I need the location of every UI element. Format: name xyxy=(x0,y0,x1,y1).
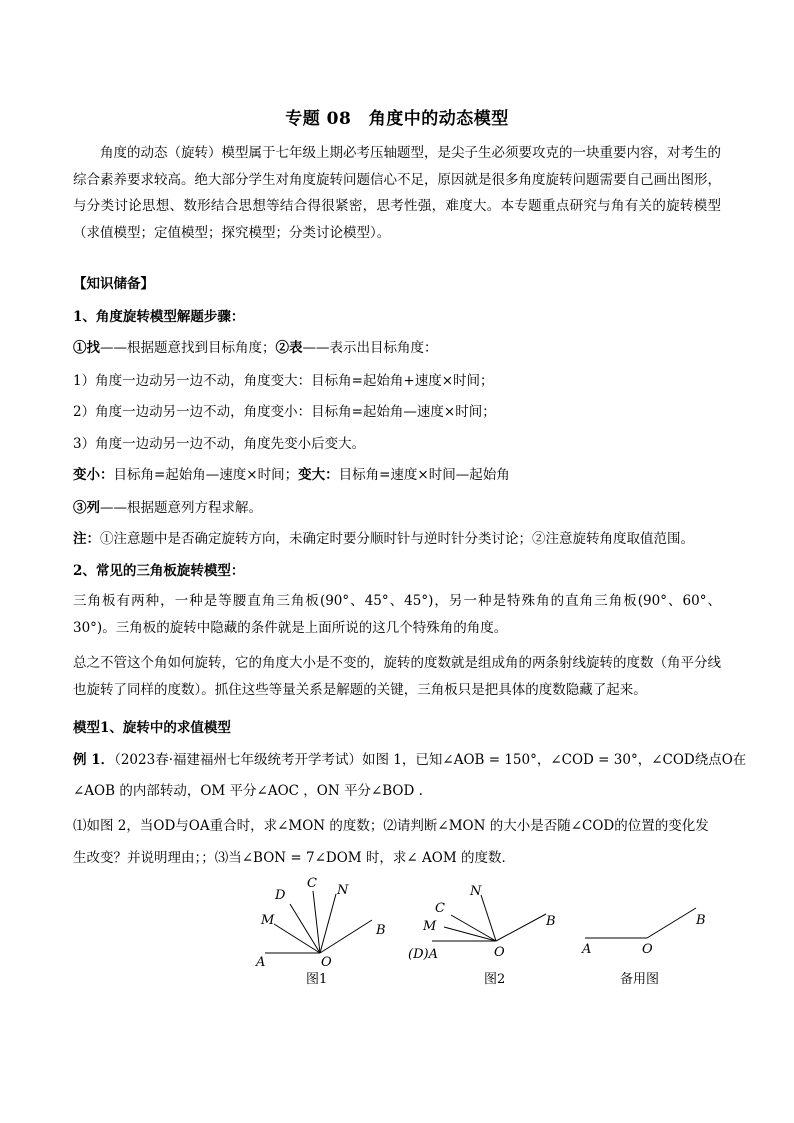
step-express-text: ——表示出目标角度： xyxy=(302,340,438,356)
figure-2-caption: 图2 xyxy=(484,972,506,987)
label-N: N xyxy=(470,884,482,899)
rule-item-2: 2）角度一边动另一边不动，角度变小：目标角=起始角—速度×时间； xyxy=(73,404,496,420)
triangle-paragraph-1: 三角板有两种，一种是等腰直角三角板(90°、45°、45°)，另一种是特殊角的直角三角板(90°、60°、30°)。三角板的旋转中隐藏的条件就是上面所说的这几个特殊角的角度。 xyxy=(73,593,721,636)
smaller-label: 变小： xyxy=(73,467,114,483)
example1-line1 xyxy=(73,748,746,768)
figure-2-diagram xyxy=(404,872,564,992)
figure-spare-diagram xyxy=(576,872,726,992)
label-M: M xyxy=(261,913,275,928)
section2-heading: 2、常见的三角板旋转模型： xyxy=(73,563,245,579)
label-D: D xyxy=(275,888,286,903)
step-equation-label: ③列 xyxy=(73,500,100,516)
figure-2 xyxy=(404,872,564,992)
note-label: 注： xyxy=(73,531,100,547)
page-title: 专题 08 角度中的动态模型 xyxy=(285,109,509,129)
label-O: O xyxy=(642,942,653,957)
intro-paragraph: 角度的动态（旋转）模型属于七年级上期必考压轴题型，是尖子生必须要攻克的一块重要内容，对考生的综合素养要求较高。绝大部分学生对角度旋转问题信心不足，原因就是很多角度旋转问题需要自己画出图形，与分类讨论思想、数形结合思想等结合得很紧密，思考性强，难度大。本专题重点研究与角有关的旋转模型（求值模型；定值模型；探究模型；分类讨论模型）。 xyxy=(73,145,721,241)
step-find-label: ①找 xyxy=(73,340,100,356)
ray-OM xyxy=(444,927,496,941)
knowledge-heading: 【知识储备】 xyxy=(73,276,154,292)
rule-item-3: 3）角度一边动另一边不动，角度先变小后变大。 xyxy=(73,436,366,452)
label-C: C xyxy=(307,876,317,891)
step-find-text: ——根据题意找到目标角度； xyxy=(100,340,276,356)
figure-1-diagram xyxy=(250,872,400,992)
larger-label: 变大： xyxy=(298,467,339,483)
label-O: O xyxy=(494,945,505,960)
example1-question1: ⑴如图 2，当OD与OA重合时，求∠MON 的度数；⑵请判断∠MON 的大小是否随∠COD的位置的变化发 xyxy=(73,818,709,834)
figure-spare-caption: 备用图 xyxy=(620,972,660,987)
note-text: ①注意题中是否确定旋转方向，未确定时要分顺时针与逆时针分类讨论；②注意旋转角度取值范围。 xyxy=(100,531,694,547)
triangle-paragraph-2: 总之不管这个角如何旋转，它的角度大小是不变的，旋转的度数就是组成角的两条射线旋转的度数（角平分线也旋转了同样的度数）。抓住这些等量关系是解题的关键，三角板只是把具体的度数隐藏了起来。 xyxy=(73,655,721,698)
example1-text2: ∠AOB 的内部转动，OM 平分∠AOC ，ON 平分∠BOD . xyxy=(73,783,423,799)
larger-formula: 目标角=速度×时间—起始角 xyxy=(338,467,510,483)
ray-OB xyxy=(647,908,696,938)
section1-heading: 1、角度旋转模型解题步骤： xyxy=(73,309,245,325)
step-express-label: ②表 xyxy=(275,340,303,356)
example1-text1: 如图 1，已知∠AOB = 150°，∠COD = 30°，∠COD绕点O在 xyxy=(362,752,747,768)
step-equation-text: ——根据题意列方程求解。 xyxy=(100,500,262,516)
label-DA: (D)A xyxy=(408,947,438,962)
example1-source: （2023春·福建福州七年级统考开学考试） xyxy=(114,752,362,768)
figure-1-caption: 图1 xyxy=(306,972,328,987)
example1-question2: 生改变？并说明理由；；⑶当∠BON = 7∠DOM 时，求∠ AOM 的度数． xyxy=(73,850,515,866)
label-M: M xyxy=(423,919,437,934)
note-line xyxy=(73,527,694,547)
label-B: B xyxy=(696,913,706,928)
steps-find-express xyxy=(73,336,438,356)
example1-label: 例 1． xyxy=(73,752,115,768)
smaller-formula: 目标角=起始角—速度×时间； xyxy=(113,467,299,483)
label-N: N xyxy=(337,883,349,898)
step-equation xyxy=(73,496,262,516)
label-C: C xyxy=(435,901,445,916)
rule-item-1: 1）角度一边动另一边不动，角度变大：目标角=起始角+速度×时间； xyxy=(73,373,494,389)
model1-heading: 模型1、旋转中的求值模型 xyxy=(73,720,231,736)
label-O: O xyxy=(321,955,332,970)
variation-rule xyxy=(73,463,510,483)
label-A: A xyxy=(582,942,592,957)
label-B: B xyxy=(376,923,386,938)
figure-spare xyxy=(576,872,726,992)
figure-1 xyxy=(250,872,400,992)
ray-OM xyxy=(274,924,320,953)
label-B: B xyxy=(546,914,556,929)
ray-OB xyxy=(496,914,546,941)
label-A: A xyxy=(256,955,266,970)
